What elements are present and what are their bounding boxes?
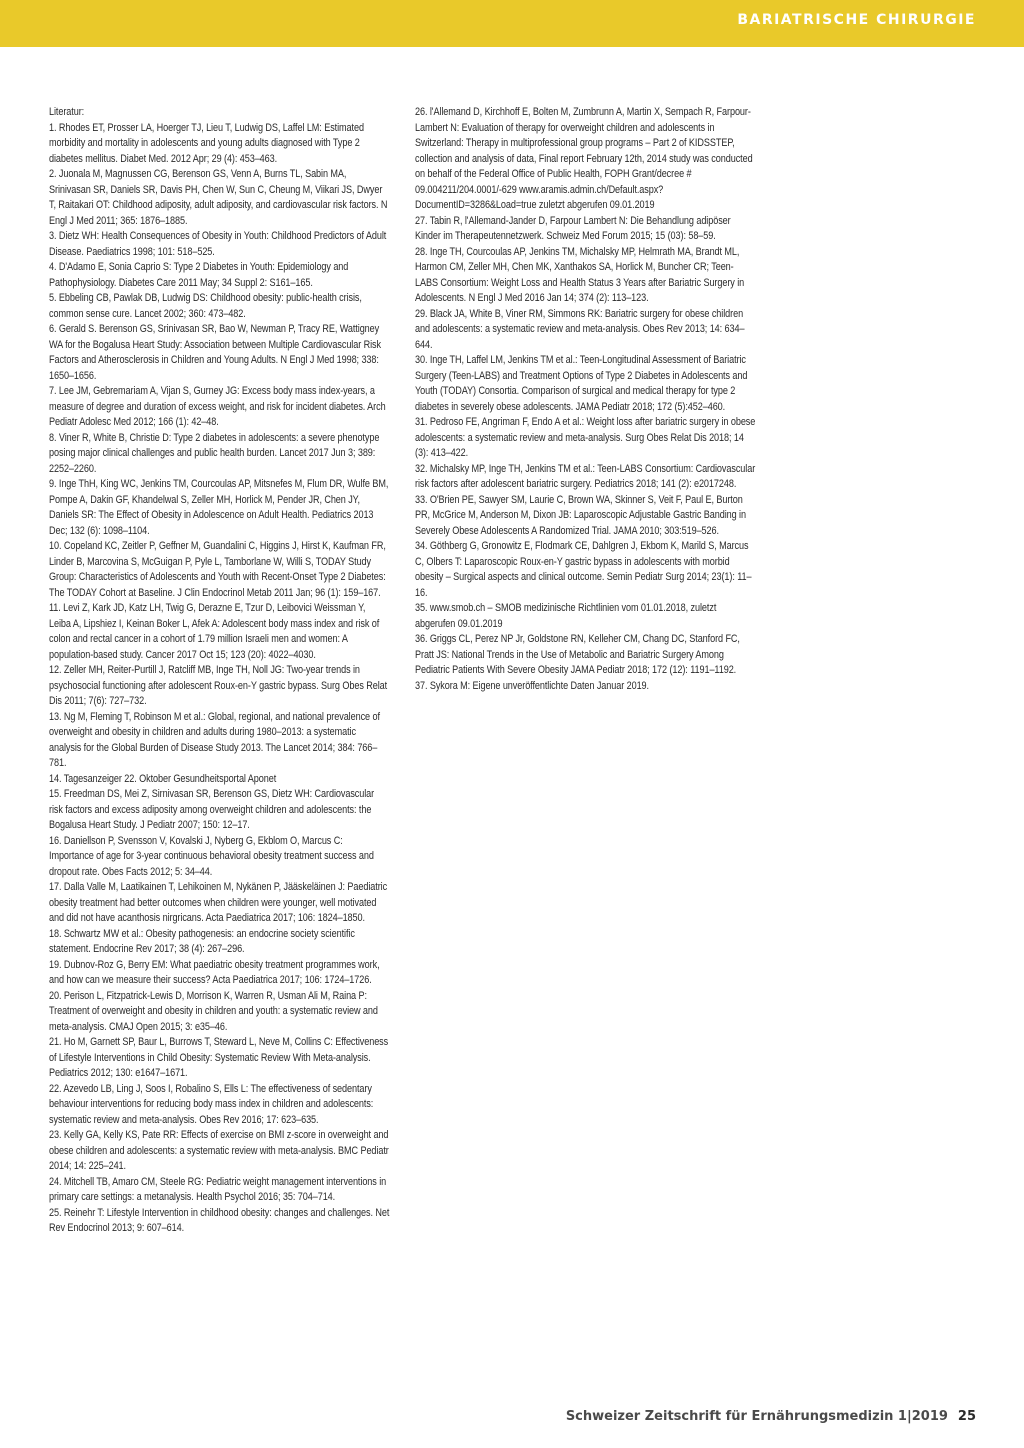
header-band: [0, 0, 1024, 47]
page-footer: [566, 1409, 976, 1424]
reference-item: 12. Zeller MH, Reiter-Purtill J, Ratcliff MB, Inge TH, Noll JG: Two-year trends in psychosocial functioning after adolescent Roux-en-Y gastric bypass. Surg Obes Relat Dis 2011; 7(6): 727–732.: [49, 664, 388, 707]
reference-item: 36. Griggs CL, Perez NP Jr, Goldstone RN, Kelleher CM, Chang DC, Stanford FC, Pratt JS: National Trends in the Use of Metabolic and Bariatric Surgery Among Pediatric Patients With Severe Obesity JAMA Pediatr 2018; 172 (12): 1191–1192.: [415, 633, 740, 676]
reference-item: 13. Ng M, Fleming T, Robinson M et al.: Global, regional, and national prevalence of overweight and obesity in children and adults during 1980–2013: a systematic analysis for the Global Burden of Disease Study 2013. The Lancet 2014; 384: 766–781.: [49, 710, 380, 769]
reference-item: 14. Tagesanzeiger 22. Oktober Gesundheitsportal Aponet: [49, 772, 277, 785]
reference-item: 23. Kelly GA, Kelly KS, Pate RR: Effects of exercise on BMI z-score in overweight and obese children and adolescents: a systematic review with meta-analysis. BMC Pediatr 2014; 14: 225–241.: [49, 1129, 389, 1172]
reference-item: 5. Ebbeling CB, Pawlak DB, Ludwig DS: Childhood obesity: public-health crisis, common sense cure. Lancet 2002; 360: 473–482.: [49, 292, 362, 320]
reference-item: 10. Copeland KC, Zeitler P, Geffner M, Guandalini C, Higgins J, Hirst K, Kaufman FR, Linder B, Marcovina S, McGuigan P, Pyle L, Tamborlane W, Willi S, TODAY Study Group: Characteristics of Adolescents and Youth with Recent-Onset Type 2 Diabetes: The TODAY Cohort at Baseline. J Clin Endocrinol Metab 2011 Jan; 96 (1): 159–167.: [49, 540, 386, 599]
reference-item: 27. Tabin R, l'Allemand-Jander D, Farpour Lambert N: Die Behandlung adipöser Kinder im Therapeutennetzwerk. Schweiz Med Forum 2015; 15 (03): 58–59.: [415, 214, 731, 242]
reference-item: 35. www.smob.ch – SMOB medizinische Richtlinien vom 01.01.2018, zuletzt abgerufen 09.01.2019: [415, 602, 717, 630]
reference-item: 37. Sykora M: Eigene unveröffentlichte Daten Januar 2019.: [415, 679, 649, 692]
reference-item: 22. Azevedo LB, Ling J, Soos I, Robalino S, Ells L: The effectiveness of sedentary behaviour interventions for reducing body mass index in children and adolescents: systematic review and meta-analysis. Obes Rev 2016; 17: 623–635.: [49, 1082, 374, 1126]
section-title: BARIATRISCHE CHIRURGIE: [737, 12, 976, 28]
reference-list-left: [49, 121, 390, 1237]
reference-item: 1. Rhodes ET, Prosser LA, Hoerger TJ, Lieu T, Ludwig DS, Laffel LM: Estimated morbidity and mortality in adolescents and young adults diagnosed with Type 2 diabetes mellitus. Diabet Med. 2012 Apr; 29 (4): 453–463.: [49, 121, 364, 165]
reference-item: 6. Gerald S. Berenson GS, Srinivasan SR, Bao W, Newman P, Tracy RE, Wattigney WA for the Bogalusa Heart Study: Association between Multiple Cardiovascular Risk Factors and Atherosclerosis in Children and Young Adults. N Engl J Med 1998; 338: 1650–1656.: [49, 323, 381, 382]
references-column-right: [415, 105, 756, 694]
reference-item: 25. Reinehr T: Lifestyle Intervention in childhood obesity: changes and challenges. Net Rev Endocrinol 2013; 9: 607–614.: [49, 1206, 390, 1234]
reference-item: 2. Juonala M, Magnussen CG, Berenson GS, Venn A, Burns TL, Sabin MA, Srinivasan SR, Daniels SR, Davis PH, Chen W, Sun C, Cheung M, Viikari JS, Dwyer T, Raitakari OT: Childhood adiposity, adult adiposity, and cardiovascular risk factors. N Engl J Med 2011; 365: 1876–1885.: [49, 168, 388, 227]
reference-item: 34. Göthberg G, Gronowitz E, Flodmark CE, Dahlgren J, Ekbom K, Marild S, Marcus C, Olbers T: Laparoscopic Roux-en-Y gastric bypass in adolescents with morbid obesity – Surgical aspects and clinical outcome. Semin Pediatr Surg 2014; 23(1): 11–16.: [415, 540, 752, 599]
reference-item: 3. Dietz WH: Health Consequences of Obesity in Youth: Childhood Predictors of Adult Disease. Paediatrics 1998; 101: 518–525.: [49, 230, 387, 258]
reference-item: 24. Mitchell TB, Amaro CM, Steele RG: Pediatric weight management interventions in primary care settings: a metanalysis. Health Psychol 2016; 35: 704–714.: [49, 1175, 387, 1203]
references-column-left: [49, 105, 390, 1237]
reference-item: 7. Lee JM, Gebremariam A, Vijan S, Gurney JG: Excess body mass index-years, a measure of degree and duration of excess weight, and risk for incident diabetes. Arch Pediatr Adolesc Med 2012; 166 (1): 42–48.: [49, 385, 386, 428]
references-heading: Literatur:: [49, 106, 85, 118]
reference-item: 26. l'Allemand D, Kirchhoff E, Bolten M, Zumbrunn A, Martin X, Sempach R, Farpour-Lambert N: Evaluation of therapy for overweight children and adolescents in Switzerland: Therapy in multiprofessional group programs – Part 2 of KIDSSTEP, collection and analysis of data, Final report February 12th, 2014 study was conducted on behalf of the Federal Office of Public Health, FOPH Grant/decree # 09.004211/204.0001/-629 www.aramis.admin.ch/Default.aspx?DocumentID=3286&Load=true zuletzt abgerufen 09.01.2019: [415, 106, 753, 211]
reference-item: 28. Inge TH, Courcoulas AP, Jenkins TM, Michalsky MP, Helmrath MA, Brandt ML, Harmon CM, Zeller MH, Chen MK, Xanthakos SA, Horlick M, Buncher CR; Teen-LABS Consortium: Weight Loss and Health Status 3 Years after Bariatric Surgery in Adolescents. N Engl J Med 2016 Jan 14; 374 (2): 113–123.: [415, 245, 745, 304]
page-number: 25: [957, 1409, 976, 1424]
reference-item: 33. O'Brien PE, Sawyer SM, Laurie C, Brown WA, Skinner S, Veit F, Paul E, Burton PR, McGrice M, Anderson M, Dixon JB: Laparoscopic Adjustable Gastric Banding in Severely Obese Adolescents A Randomized Trial. JAMA 2010; 303:519–526.: [415, 493, 746, 537]
reference-item: 19. Dubnov-Roz G, Berry EM: What paediatric obesity treatment programmes work, and how can we measure their success? Acta Paediatrica 2017; 106: 1724–1726.: [49, 958, 380, 986]
reference-item: 18. Schwartz MW et al.: Obesity pathogenesis: an endocrine society scientific statement. Endocrine Rev 2017; 38 (4): 267–296.: [49, 927, 355, 955]
reference-item: 9. Inge ThH, King WC, Jenkins TM, Courcoulas AP, Mitsnefes M, Flum DR, Wulfe BM, Pompe A, Dakin GF, Khandelwal S, Zeller MH, Horlick M, Pender JR, Chen JY, Daniels SR: The Effect of Obesity in Adolescence on Adult Health. Pediatrics 2013 Dec; 132 (6): 1098–1104.: [49, 478, 389, 537]
reference-item: 20. Perison L, Fitzpatrick-Lewis D, Morrison K, Warren R, Usman Ali M, Raina P: Treatment of overweight and obesity in children and youth: a systematic review and meta-analysis. CMAJ Open 2015; 3: e35–46.: [49, 989, 378, 1033]
journal-title: Schweizer Zeitschrift für Ernährungsmedizin 1|2019: [565, 1409, 948, 1424]
reference-item: 4. D'Adamo E, Sonia Caprio S: Type 2 Diabetes in Youth: Epidemiology and Pathophysiology. Diabetes Care 2011 May; 34 Suppl 2: S161–165.: [49, 261, 349, 289]
reference-item: 11. Levi Z, Kark JD, Katz LH, Twig G, Derazne E, Tzur D, Leibovici Weissman Y, Leiba A, Lipshiez I, Keinan Boker L, Afek A: Adolescent body mass index and risk of colon and rectal cancer in a cohort of 1.79 million Israeli men and women: A population-based study. Cancer 2017 Oct 15; 123 (20): 4022–4030.: [49, 602, 380, 661]
reference-item: 17. Dalla Valle M, Laatikainen T, Lehikoinen M, Nykänen P, Jääskeläinen J: Paediatric obesity treatment had better outcomes when children were younger, well motivated and did not have acanthosis nirgricans. Acta Paediatrica 2017; 106: 1824–1850.: [49, 881, 388, 924]
reference-item: 8. Viner R, White B, Christie D: Type 2 diabetes in adolescents: a severe phenotype posing major clinical challenges and public health burden. Lancet 2017 Jun 3; 389: 2252–2260.: [49, 431, 380, 475]
reference-item: 32. Michalsky MP, Inge TH, Jenkins TM et al.: Teen-LABS Consortium: Cardiovascular risk factors after adolescent bariatric surgery. Pediatrics 2018; 141 (2): e2017248.: [415, 462, 756, 490]
reference-list-right: [415, 105, 756, 694]
reference-item: 21. Ho M, Garnett SP, Baur L, Burrows T, Steward L, Neve M, Collins C: Effectiveness of Lifestyle Interventions in Child Obesity: Systematic Review With Meta-analysis. Pediatrics 2012; 130: e1647–1671.: [49, 1036, 389, 1079]
reference-item: 16. Daniellson P, Svensson V, Kovalski J, Nyberg G, Ekblom O, Marcus C: Importance of age for 3-year continuous behavioral obesity treatment success and dropout rate. Obes Facts 2012; 5: 34–44.: [49, 834, 374, 878]
reference-item: 29. Black JA, White B, Viner RM, Simmons RK: Bariatric surgery for obese children and adolescents: a systematic review and meta-analysis. Obes Rev 2013; 14: 634–644.: [415, 307, 745, 351]
reference-item: 31. Pedroso FE, Angriman F, Endo A et al.: Weight loss after bariatric surgery in obese adolescents: a systematic review and meta-analysis. Surg Obes Relat Dis 2018; 14 (3): 413–422.: [415, 416, 756, 459]
reference-item: 15. Freedman DS, Mei Z, Sirnivasan SR, Berenson GS, Dietz WH: Cardiovascular risk factors and excess adiposity among overweight children and adolescents: the Bogalusa Heart Study. J Pediatr 2007; 150: 12–17.: [49, 788, 375, 831]
reference-item: 30. Inge TH, Laffel LM, Jenkins TM et al.: Teen-Longitudinal Assessment of Bariatric Surgery (Teen-LABS) and Treatment Options of Type 2 Diabetes in Adolescents and Youth (TODAY) Consortia. Comparison of surgical and medical therapy for type 2 diabetes in severely obese adolescents. JAMA Pediatr 2018; 172 (5):452–460.: [415, 354, 748, 413]
